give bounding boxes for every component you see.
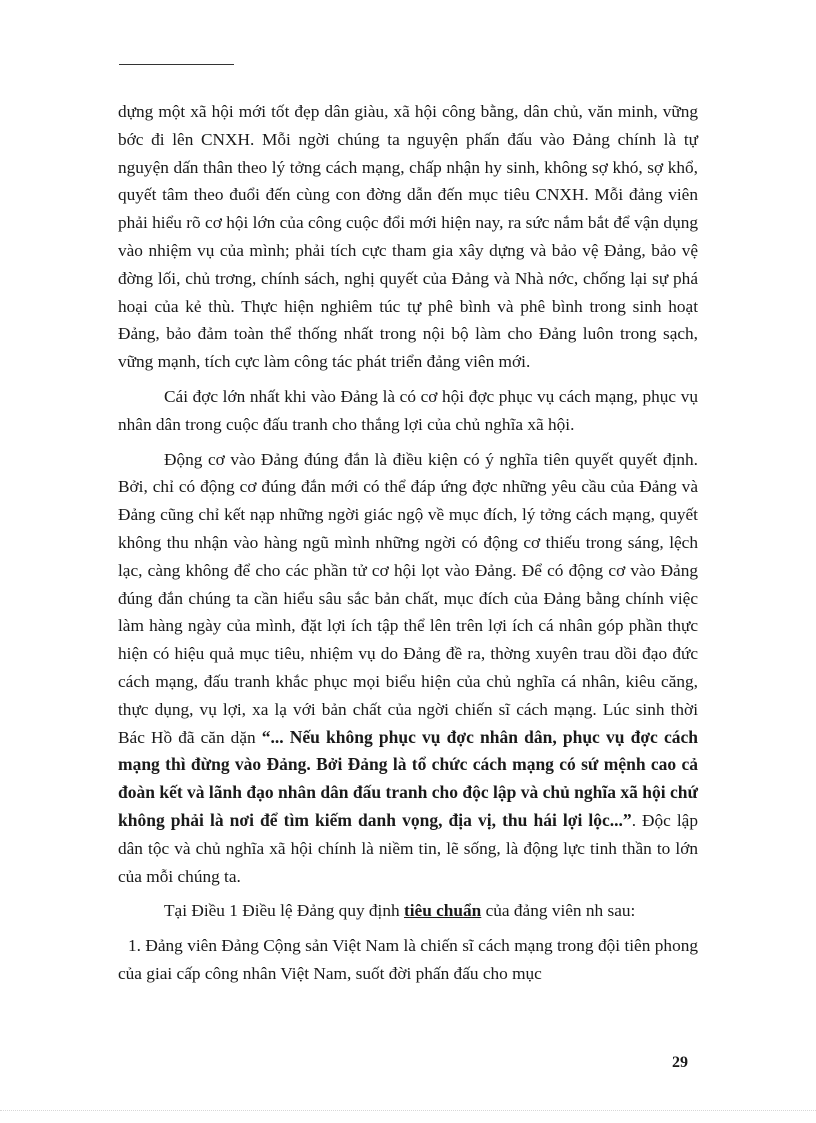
body-text	[118, 98, 698, 995]
paragraph-4-end: của đảng viên nh sau:	[481, 901, 636, 921]
paragraph-5: 1. Đảng viên Đảng Cộng sản Việt Nam là chiến sĩ cách mạng trong đội tiên phong của giai cấp công nhân Việt Nam, suốt đời phấn đấu cho mục	[118, 936, 698, 983]
paragraph-1: dựng một xã hội mới tốt đẹp dân giàu, xã hội công bằng, dân chủ, văn minh, vững bớc đi lên CNXH. Mỗi ngời chúng ta nguyện phấn đấu vào Đảng chính là tự nguyện dấn thân theo lý tởng cách mạng, chấp nhận hy sinh, không sợ khó, sợ khổ, quyết tâm theo đuổi đến cùng con đờng dẫn đến mục tiêu CNXH. Mỗi đảng viên phải hiểu rõ cơ hội lớn của công cuộc đổi mới hiện nay, ra sức nắm bắt để vận dụng vào nhiệm vụ của mình; phải tích cực tham gia xây dựng và bảo vệ Đảng, bảo vệ đờng lối, chủ trơng, chính sách, nghị quyết của Đảng và Nhà nớc, chống lại sự phá hoại của kẻ thù. Thực hiện nghiêm túc tự phê bình và phê bình trong sinh hoạt Đảng, bảo đảm toàn thể thống nhất trong nội bộ làm cho Đảng luôn trong sạch, vững mạnh, tích cực làm công tác phát triển đảng viên mới.	[118, 102, 698, 372]
page-number: 29	[672, 1054, 688, 1071]
paragraph-4-text: Tại Điều 1 Điều lệ Đảng quy định	[164, 901, 404, 921]
tieu-chuan-link[interactable]: tiêu chuẩn	[403, 901, 482, 921]
paragraph-3	[118, 446, 698, 891]
paragraph-3-text: Động cơ vào Đảng đúng đắn là điều kiện có ý nghĩa tiên quyết quyết định. Bởi, chỉ có động cơ đúng đắn mới có thể đáp ứng đợc những yêu cầu của Đảng và Đảng cũng chỉ kết nạp những ngời giác ngộ về mục đích, lý tởng cách mạng, quyết không thu nhận vào hàng ngũ mình những ngời có động cơ thiếu trong sáng, lệch lạc, càng không để cho các phần tử cơ hội lọt vào Đảng. Để có động cơ vào Đảng đúng đắn chúng ta cần hiểu sâu sắc bản chất, mục đích của Đảng bằng chính việc làm hàng ngày của mình, đặt lợi ích tập thể lên trên lợi ích cá nhân góp phần thực hiện có hiệu quả mục tiêu, nhiệm vụ do Đảng đề ra, thờng xuyên trau dồi đạo đức cách mạng, đấu tranh khắc phục mọi biểu hiện của chủ nghĩa cá nhân, kiêu căng, thực dụng, vụ lợi, xa lạ với bản chất của ngời chiến sĩ cách mạng. Lúc sinh thời Bác Hồ đã căn dặn	[118, 449, 698, 747]
ho-chi-minh-quote: “... Nếu không phục vụ đợc nhân dân, phục vụ đợc cách mạng thì đừng vào Đảng. Bởi Đảng là tổ chức cách mạng có sứ mệnh cao cả đoàn kết và lãnh đạo nhân dân đấu tranh cho độc lập và chủ nghĩa xã hội chứ không phải là nơi để tìm kiếm danh vọng, địa vị, thu hái lợi lộc...”	[118, 726, 698, 830]
footnote-rule	[119, 64, 234, 65]
bottom-dotted-border	[0, 1110, 816, 1111]
paragraph-4	[118, 897, 698, 925]
paragraph-3-end: . Độc lập dân tộc và chủ nghĩa xã hội chính là niềm tin, lẽ sống, là động lực tinh thần to lớn của mỗi chúng ta.	[118, 810, 698, 886]
paragraph-2: Cái đợc lớn nhất khi vào Đảng là có cơ hội đợc phục vụ cách mạng, phục vụ nhân dân trong cuộc đấu tranh cho thắng lợi của chủ nghĩa xã hội.	[118, 386, 698, 434]
